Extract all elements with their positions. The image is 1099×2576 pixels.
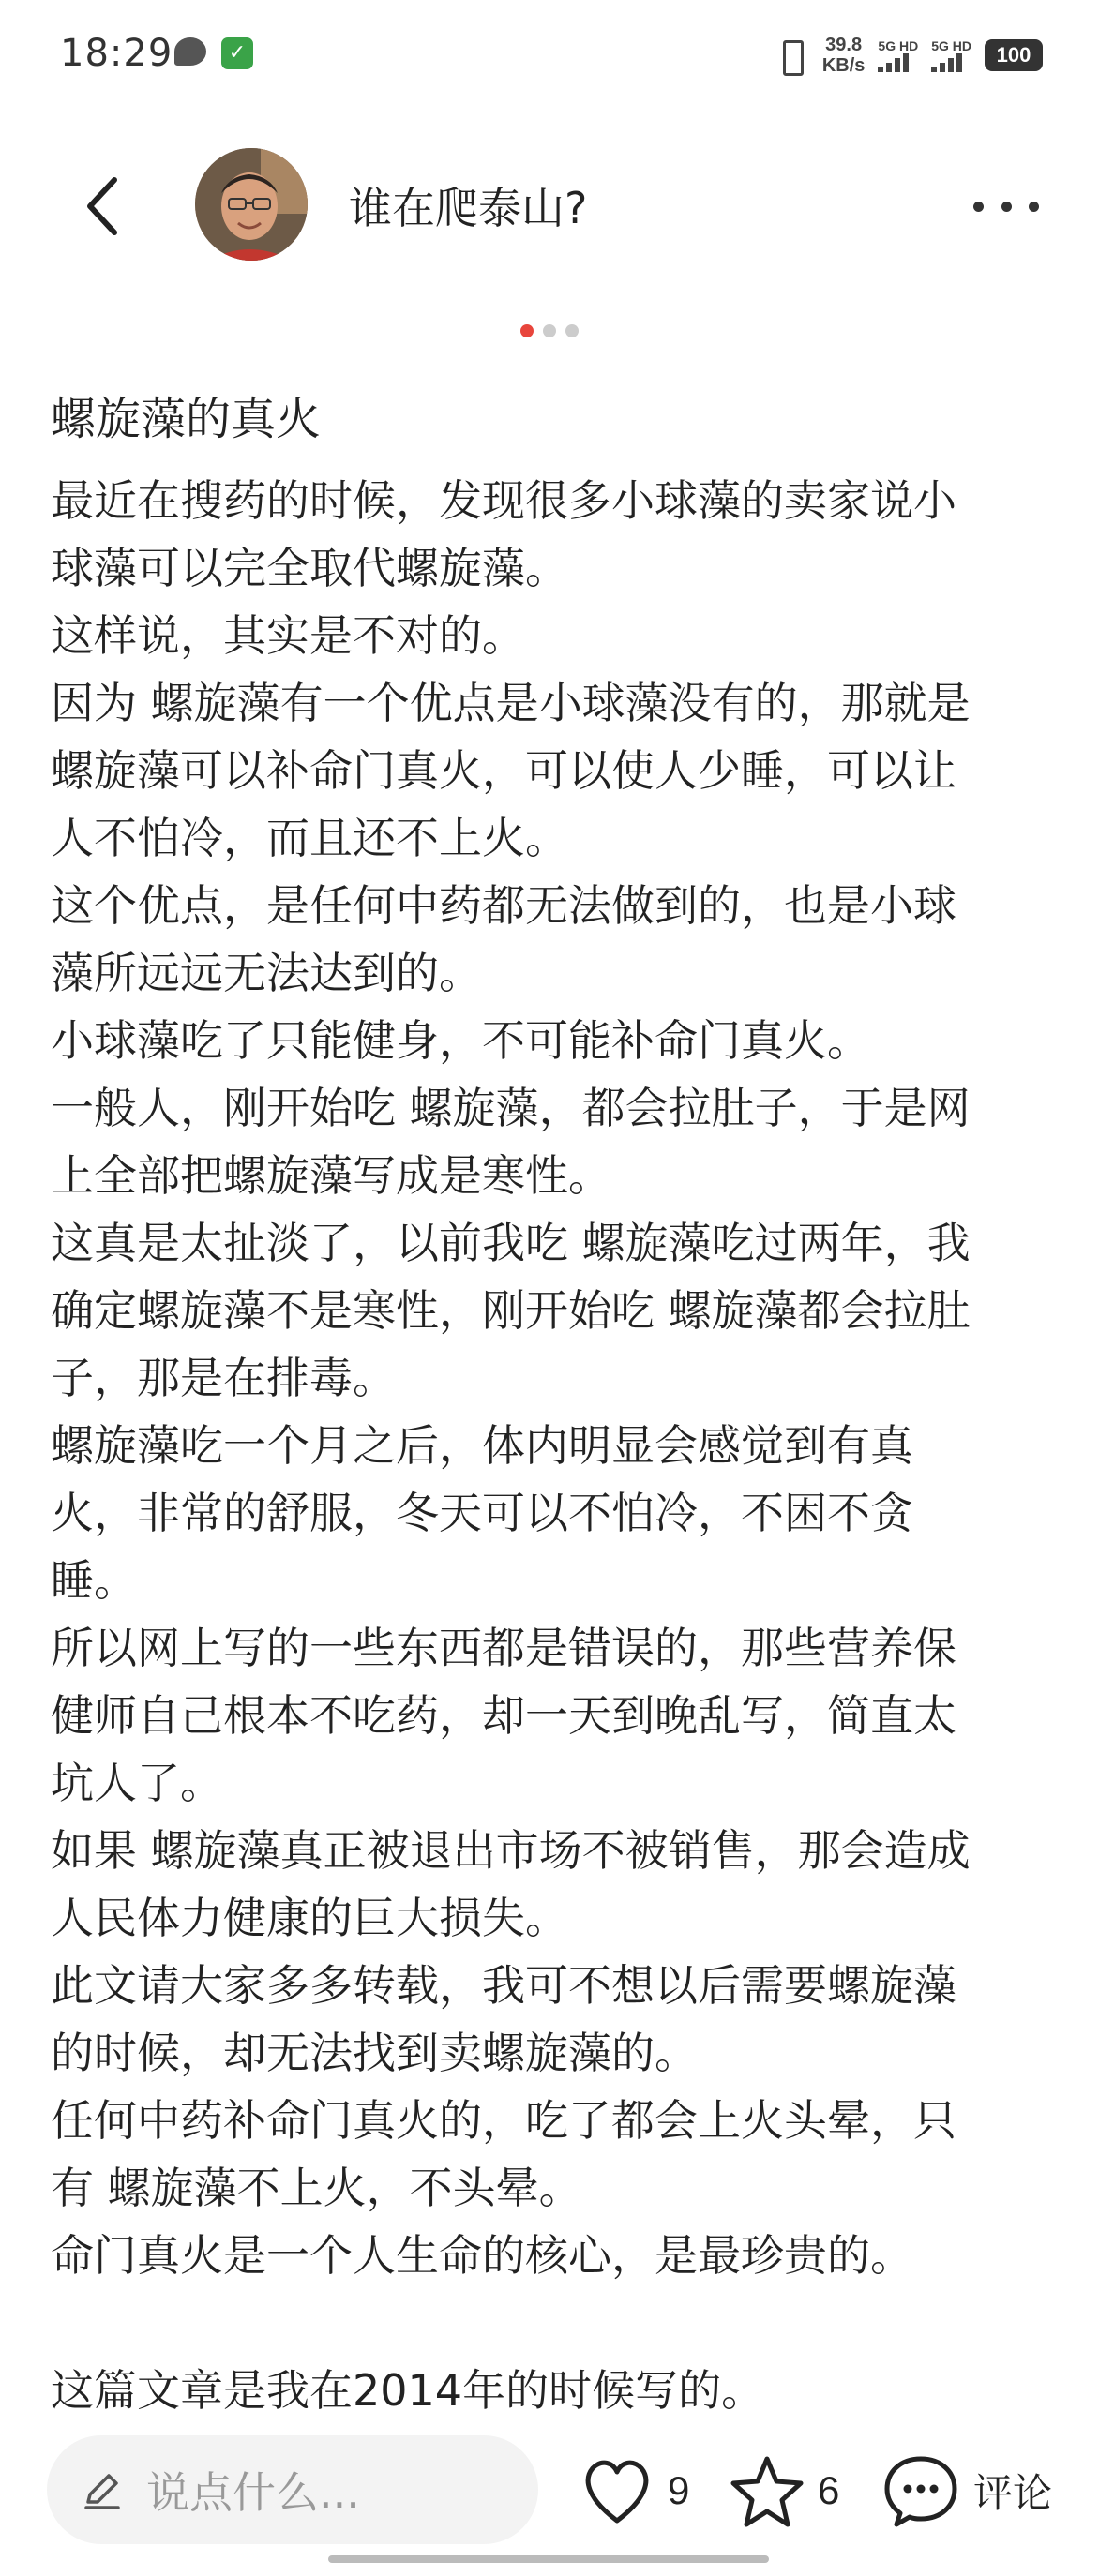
signal-bars-icon	[878, 53, 909, 72]
back-button[interactable]	[71, 169, 137, 244]
post-body-line: 所以网上写的一些东西都是错误的，那些营养保	[51, 1623, 956, 1673]
more-options-button[interactable]	[973, 187, 1039, 225]
network-speed	[822, 35, 866, 76]
post-body-line: 这个优点，是任何中药都无法做到的，也是小球	[51, 880, 956, 931]
sim2-label: 5G HD	[931, 38, 971, 53]
post-body-line: 睡。	[51, 1555, 137, 1606]
post-body-line: 这篇文章是我在2014年的时候写的。	[51, 2365, 765, 2416]
post-body	[51, 467, 1063, 2424]
post-title: 螺旋藻的真火	[51, 393, 322, 445]
carousel-dot-active[interactable]	[520, 324, 534, 337]
comment-placeholder: 说点什么...	[146, 2467, 360, 2518]
post-body-line: 的时候，却无法找到卖螺旋藻的。	[51, 2028, 698, 2078]
heart-icon	[580, 2455, 655, 2526]
like-button[interactable]	[580, 2449, 689, 2533]
post-body-line: 这真是太扯淡了，以前我吃 螺旋藻吃过两年，我	[51, 1218, 971, 1268]
post-body-line	[51, 2289, 1063, 2357]
avatar-portrait	[195, 148, 308, 261]
post-body-line: 一般人，刚开始吃 螺旋藻，都会拉肚子，于是网	[51, 1083, 971, 1133]
post-body-line: 最近在搜药的时候，发现很多小球藻的卖家说小	[51, 475, 956, 526]
more-dots-icon	[973, 202, 984, 212]
favorite-button[interactable]	[730, 2449, 839, 2533]
post-body-line: 子，那是在排毒。	[51, 1353, 396, 1403]
app-notification-icon: ✓	[221, 37, 253, 69]
sim1-label: 5G HD	[878, 38, 919, 53]
network-speed-value: 39.8	[825, 35, 863, 55]
carousel-dot[interactable]	[543, 324, 556, 337]
back-arrow-icon	[71, 169, 137, 244]
status-time: 18:29	[60, 32, 173, 75]
author-name[interactable]: 谁在爬泰山?	[349, 183, 588, 233]
post-body-line: 任何中药补命门真火的，吃了都会上火头晕，只	[51, 2095, 956, 2146]
post-body-line: 此文请大家多多转载，我可不想以后需要螺旋藻	[51, 1960, 956, 2011]
post-body-line: 螺旋藻可以补命门真火，可以使人少睡，可以让	[51, 745, 956, 796]
post-body-line: 藻所远远无法达到的。	[51, 948, 482, 998]
home-indicator[interactable]	[328, 2555, 769, 2563]
post-body-line: 有 螺旋藻不上火，不头晕。	[51, 2163, 582, 2213]
battery-icon: 100	[985, 39, 1043, 71]
post-body-line: 命门真火是一个人生命的核心，是最珍贵的。	[51, 2230, 913, 2281]
comment-button[interactable]	[881, 2449, 1052, 2533]
comment-bubble-icon	[881, 2451, 960, 2530]
post-body-line: 因为 螺旋藻有一个优点是小球藻没有的，那就是	[51, 678, 971, 728]
comment-label: 评论	[973, 2471, 1053, 2515]
star-icon	[730, 2453, 805, 2528]
status-bar	[0, 0, 1099, 112]
sim2-signal	[931, 38, 971, 72]
pen-icon	[79, 2466, 126, 2513]
image-carousel-indicator	[0, 324, 1099, 337]
post-body-line: 如果 螺旋藻真正被退出市场不被销售，那会造成	[51, 1825, 971, 1876]
comment-input[interactable]	[47, 2435, 538, 2544]
post-body-line: 坑人了。	[51, 1758, 223, 1808]
favorite-count: 6	[818, 2468, 840, 2512]
vibrate-icon	[772, 37, 809, 74]
post-body-line: 球藻可以完全取代螺旋藻。	[51, 543, 568, 593]
post-body-line: 健师自己根本不吃药，却一天到晚乱写，简直太	[51, 1690, 956, 1741]
post-body-line: 火，非常的舒服，冬天可以不怕冷，不困不贪	[51, 1488, 913, 1538]
signal-bars-icon	[931, 53, 962, 72]
post-body-line: 这样说，其实是不对的。	[51, 610, 525, 661]
carousel-dot[interactable]	[565, 324, 579, 337]
post-body-line: 螺旋藻吃一个月之后，体内明显会感觉到有真	[51, 1420, 913, 1471]
post-header	[0, 141, 1099, 272]
network-speed-unit: KB/s	[821, 55, 866, 76]
status-indicators	[772, 32, 1043, 79]
bottom-action-bar	[0, 2428, 1099, 2550]
author-avatar[interactable]	[195, 148, 308, 261]
post-body-line: 上全部把螺旋藻写成是寒性。	[51, 1150, 611, 1201]
post-body-line: 人民体力健康的巨大损失。	[51, 1893, 568, 1943]
like-count: 9	[668, 2468, 690, 2512]
chat-bubble-icon	[174, 37, 206, 66]
post-body-line: 小球藻吃了只能健身，不可能补命门真火。	[51, 1015, 870, 1066]
post-body-line: 人不怕冷，而且还不上火。	[51, 813, 568, 863]
sim1-signal	[878, 38, 918, 72]
post-body-line: 确定螺旋藻不是寒性，刚开始吃 螺旋藻都会拉肚	[51, 1285, 971, 1336]
